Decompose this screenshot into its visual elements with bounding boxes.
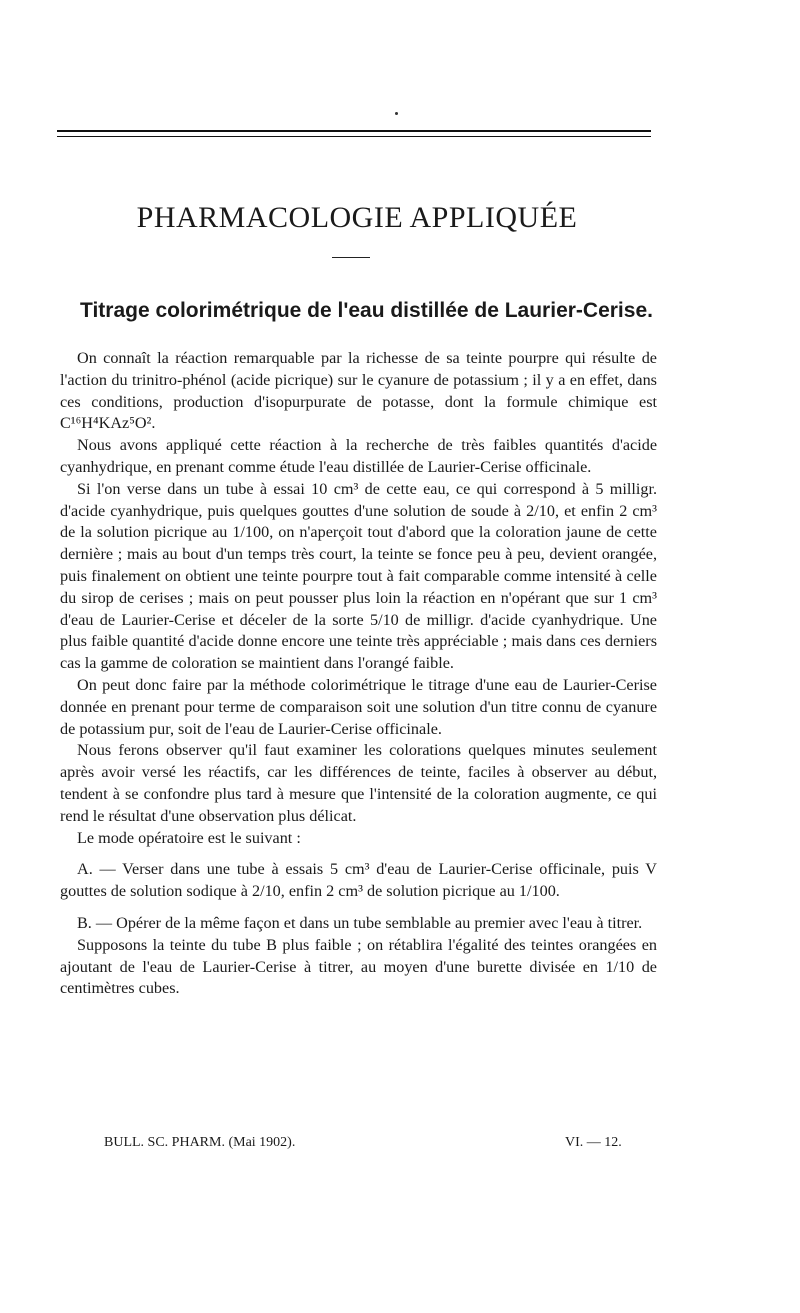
paragraph-conclusion: Supposons la teinte du tube B plus faible ; on rétablira l'égalité des teintes orangées en ajoutant de l'eau de Laurier-Cerise à titrer, au moyen d'une burette divisée en 1/10 de centimètres cubes. (60, 935, 657, 998)
paragraph-step-a: A. — Verser dans une tube à essais 5 cm³ d'eau de Laurier-Cerise officinale, puis V gouttes de solution sodique à 2/10, enfin 2 cm³ de solution picrique au 1/100. (60, 860, 657, 901)
section-title: PHARMACOLOGIE APPLIQUÉE (136, 201, 578, 234)
paragraph-method: On peut donc faire par la méthode colorimétrique le titrage d'une eau de Laurier-Cerise donnée en prenant pour terme de comparaison soit une solution d'un titre connu de cyanure de potassium pur, soit de l'eau de Laurier-Cerise officinale. (60, 675, 657, 738)
paragraph-application: Nous avons appliqué cette réaction à la recherche de très faibles quantités d'acide cyanhydrique, en prenant comme étude l'eau distillée de Laurier-Cerise officinale. (60, 436, 657, 476)
article-body (60, 348, 657, 1000)
footer-signature: VI. — 12. (565, 1135, 622, 1150)
printer-mark (395, 112, 398, 115)
paragraph-intro: On connaît la réaction remarquable par la richesse de sa teinte pourpre qui résulte de l'action du trinitro-phénol (acide picrique) sur le cyanure de potassium ; il y a en effet, dans ces conditions, production d'isopurpurate de potasse, dont la formule chimique est C¹⁶H⁴KAz⁵O². (60, 349, 657, 433)
footer-citation: BULL. SC. PHARM. (Mai 1902). (104, 1135, 296, 1150)
paragraph-procedure-intro: Le mode opératoire est le suivant : (77, 828, 301, 847)
paragraph-experiment: Si l'on verse dans un tube à essai 10 cm³ de cette eau, ce qui correspond à 5 milligr. d'acide cyanhydrique, puis quelques gouttes d'une solution de soude à 2/10, et enfin 2 cm³ de la solution picrique au 1/100, on n'aperçoit tout d'abord que la coloration jaune de cette dernière ; mais au bout d'un temps très court, la teinte se fonce peu à peu, devient orangée, puis finalement on obtient une teinte pourpre tout à fait comparable comme intensité à celle du sirop de cerises ; mais on peut pousser plus loin la réaction en n'opérant que sur 1 cm³ d'eau de Laurier-Cerise et déceler de la sorte 5/10 de milligr. d'acide cyanhydrique. Une plus faible quantité d'acide donne encore une teinte très appréciable ; mais dans ces derniers cas la gamme de coloration se maintient dans l'orangé faible. (60, 479, 657, 673)
header-rule-top (57, 130, 651, 132)
title-divider (332, 257, 370, 258)
header-rule-bottom (57, 136, 651, 137)
paragraph-observation: Nous ferons observer qu'il faut examiner les colorations quelques minutes seulement après avoir versé les réactifs, car les différences de teinte, faciles à observer au début, tendent à se confondre plus tard à mesure que l'intensité de la coloration augmente, ce qui rend le résultat d'une observation plus délicat. (60, 741, 657, 825)
article-title: Titrage colorimétrique de l'eau distillée de Laurier-Cerise. (80, 299, 653, 322)
paragraph-step-b: B. — Opérer de la même façon et dans un tube semblable au premier avec l'eau à titrer. (77, 913, 643, 932)
